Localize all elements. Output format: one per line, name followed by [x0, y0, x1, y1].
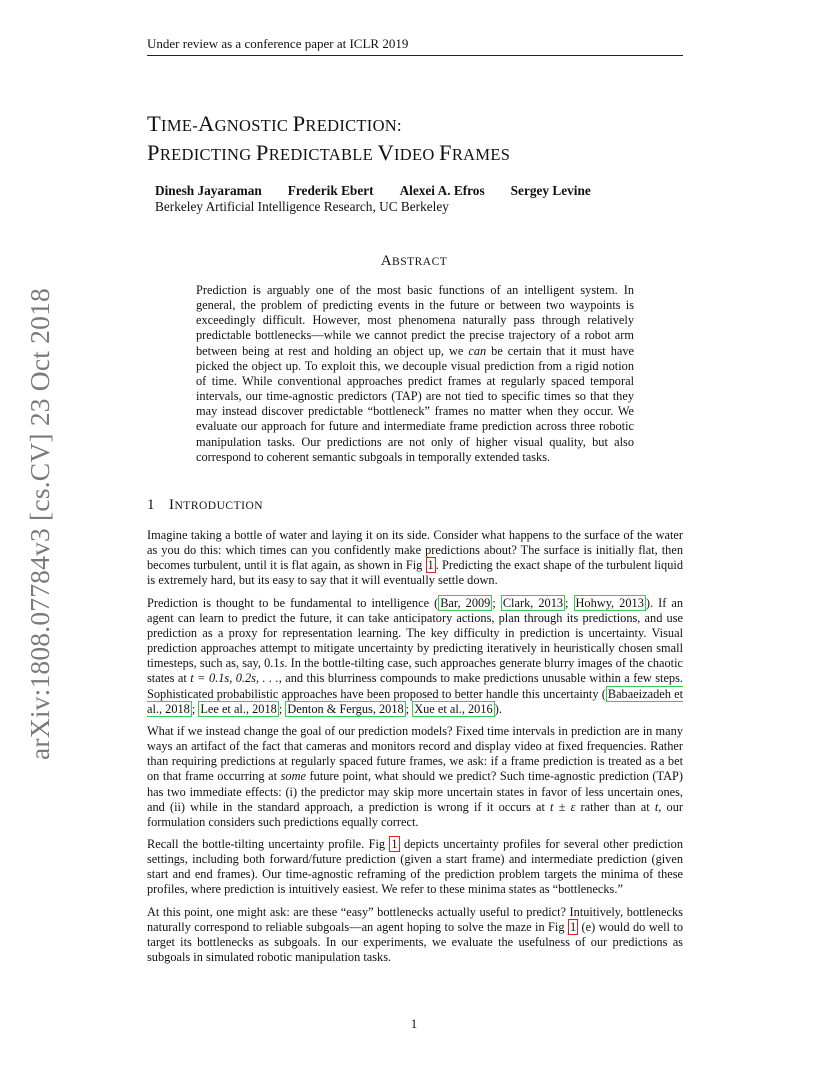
page-number: 1 — [410, 1016, 418, 1031]
section-heading-introduction: 1 INTRODUCTION — [147, 497, 264, 513]
paragraph: Prediction is thought to be fundamental to intelligence ( Bar, 2009 ; Clark, 2013 ; Hohwy, 2013 ). If an agent can learn to predict the future, it can take anticipatory actions, plan through its predictions, and use prediction as a proxy for representation learning. The key difficulty in prediction is uncertainty. Visual prediction approaches attempt to mitigate uncertainty by predicting iteratively in heuristically chosen small timesteps, such as, say, 0.1s. In the bottle-tilting case, such approaches generate blurry images of the chaotic states at t = 0.1s, 0.2s, . . ., and this blurriness compounds to make predictions unusable within a few steps. Sophisticated probabilistic approaches have been proposed to better handle this uncertainty ( Babaeizadeh et al., 2018 ; Lee et al., 2018 ; Denton & Fergus, 2018 ; Xue et al., 2016 ). — [147, 595, 684, 716]
figure-link[interactable]: 1 — [427, 558, 434, 573]
citation-link[interactable]: Babaeizadeh et al., 2018 — [147, 686, 684, 716]
citation-link[interactable]: Hohwy, 2013 — [575, 595, 644, 610]
author: Alexei A. Efros — [399, 183, 485, 198]
figure-link[interactable]: 1 — [391, 836, 398, 851]
citation-link[interactable]: Denton & Fergus, 2018 — [287, 701, 404, 716]
author: Dinesh Jayaraman — [155, 183, 262, 198]
citation-link[interactable]: Lee et al., 2018 — [200, 701, 277, 716]
paragraph: At this point, one might ask: are these “easy” bottlenecks actually useful to predict? Intuitively, bottlenecks naturally correspond to reliable subgoals—an agent hoping to solve the maze in Fig 1 (e) would do well to target its bottlenecks as subgoals. In our experiments, we evaluate the usefulness of our predictions as subgoals in simulated robotic manipulation tasks. — [147, 904, 684, 965]
introduction-body — [147, 528, 683, 972]
paper-title — [147, 110, 747, 168]
paragraph: What if we instead change the goal of our prediction models? Fixed time intervals in prediction are in many ways an artifact of the fact that cameras and monitors record and display video at fixed frequencies. Rather than requiring predictions at regularly spaced future frames, we ask: if a frame prediction is treated as a bet on that frame occurring at some future point, what should we predict? Such time-agnostic prediction (TAP) has two immediate effects: (i) the predictor may skip more uncertain states in favor of less uncertain ones, and (ii) while in the standard approach, a prediction is wrong if it occurs at t ± ε rather than at t, our formulation considers such predictions equally correct. — [147, 723, 683, 829]
paragraph: Recall the bottle-tilting uncertainty profile. Fig 1 depicts uncertainty profiles for several other prediction settings, including both forward/future prediction (given a start frame) and intermediate prediction (given start and end frames). Our time-agnostic reframing of the prediction problem targets the minima of these profiles, where prediction is intuitively easiest. We refer to these minima states as “bottlenecks.” — [147, 836, 683, 897]
title-line-1: TIME-AGNOSTIC PREDICTION: — [147, 111, 402, 136]
abstract-body: Prediction is arguably one of the most basic functions of an intelligent system. In general, the problem of predicting events in the future or between two waypoints is exceedingly difficult. However, most phenomena naturally pass through relatively predictable bottlenecks—while we cannot predict the precise trajectory of a robot arm between being at rest and holding an object up, we can be certain that it must have picked the object up. To exploit this, we decouple visual prediction from a rigid notion of time. While conventional approaches predict frames at regularly spaced temporal intervals, our time-agnostic predictors (TAP) are not tied to specific times so that they may instead discover predictable “bottleneck” frames no matter when they occur. We evaluate our approach for future and intermediate frame prediction across three robotic manipulation tasks. Our predictions are not only of higher visual quality, but also correspond to coherent semantic subgoals in temporally extended tasks. — [196, 283, 635, 464]
author: Frederik Ebert — [287, 183, 374, 198]
abstract-heading: ABSTRACT — [380, 253, 448, 269]
arxiv-stamp: arXiv:1808.07784v3 [cs.CV] 23 Oct 2018 — [24, 288, 55, 760]
citation-link[interactable]: Xue et al., 2016 — [414, 701, 493, 716]
affiliation: Berkeley Artificial Intelligence Research, UC Berkeley — [155, 199, 449, 214]
title-line-2: PREDICTING PREDICTABLE VIDEO FRAMES — [147, 140, 511, 165]
author-list — [155, 183, 715, 199]
paragraph: Imagine taking a bottle of water and laying it on its side. Consider what happens to the surface of the water as you do this: which times can you confidently make predictions about? The surface is initially flat, then becomes turbulent, until it is flat again, as shown in Fig 1 . Predicting the exact shape of the turbulent liquid is extremely hard, but its easy to say that it will eventually settle down. — [147, 528, 683, 588]
figure-link[interactable]: 1 — [569, 919, 577, 934]
running-header: Under review as a conference paper at ICLR 2019 — [147, 36, 683, 56]
author: Sergey Levine — [510, 183, 591, 198]
citation-link[interactable]: Clark, 2013 — [502, 595, 564, 610]
citation-link[interactable]: Bar, 2009 — [440, 595, 491, 610]
